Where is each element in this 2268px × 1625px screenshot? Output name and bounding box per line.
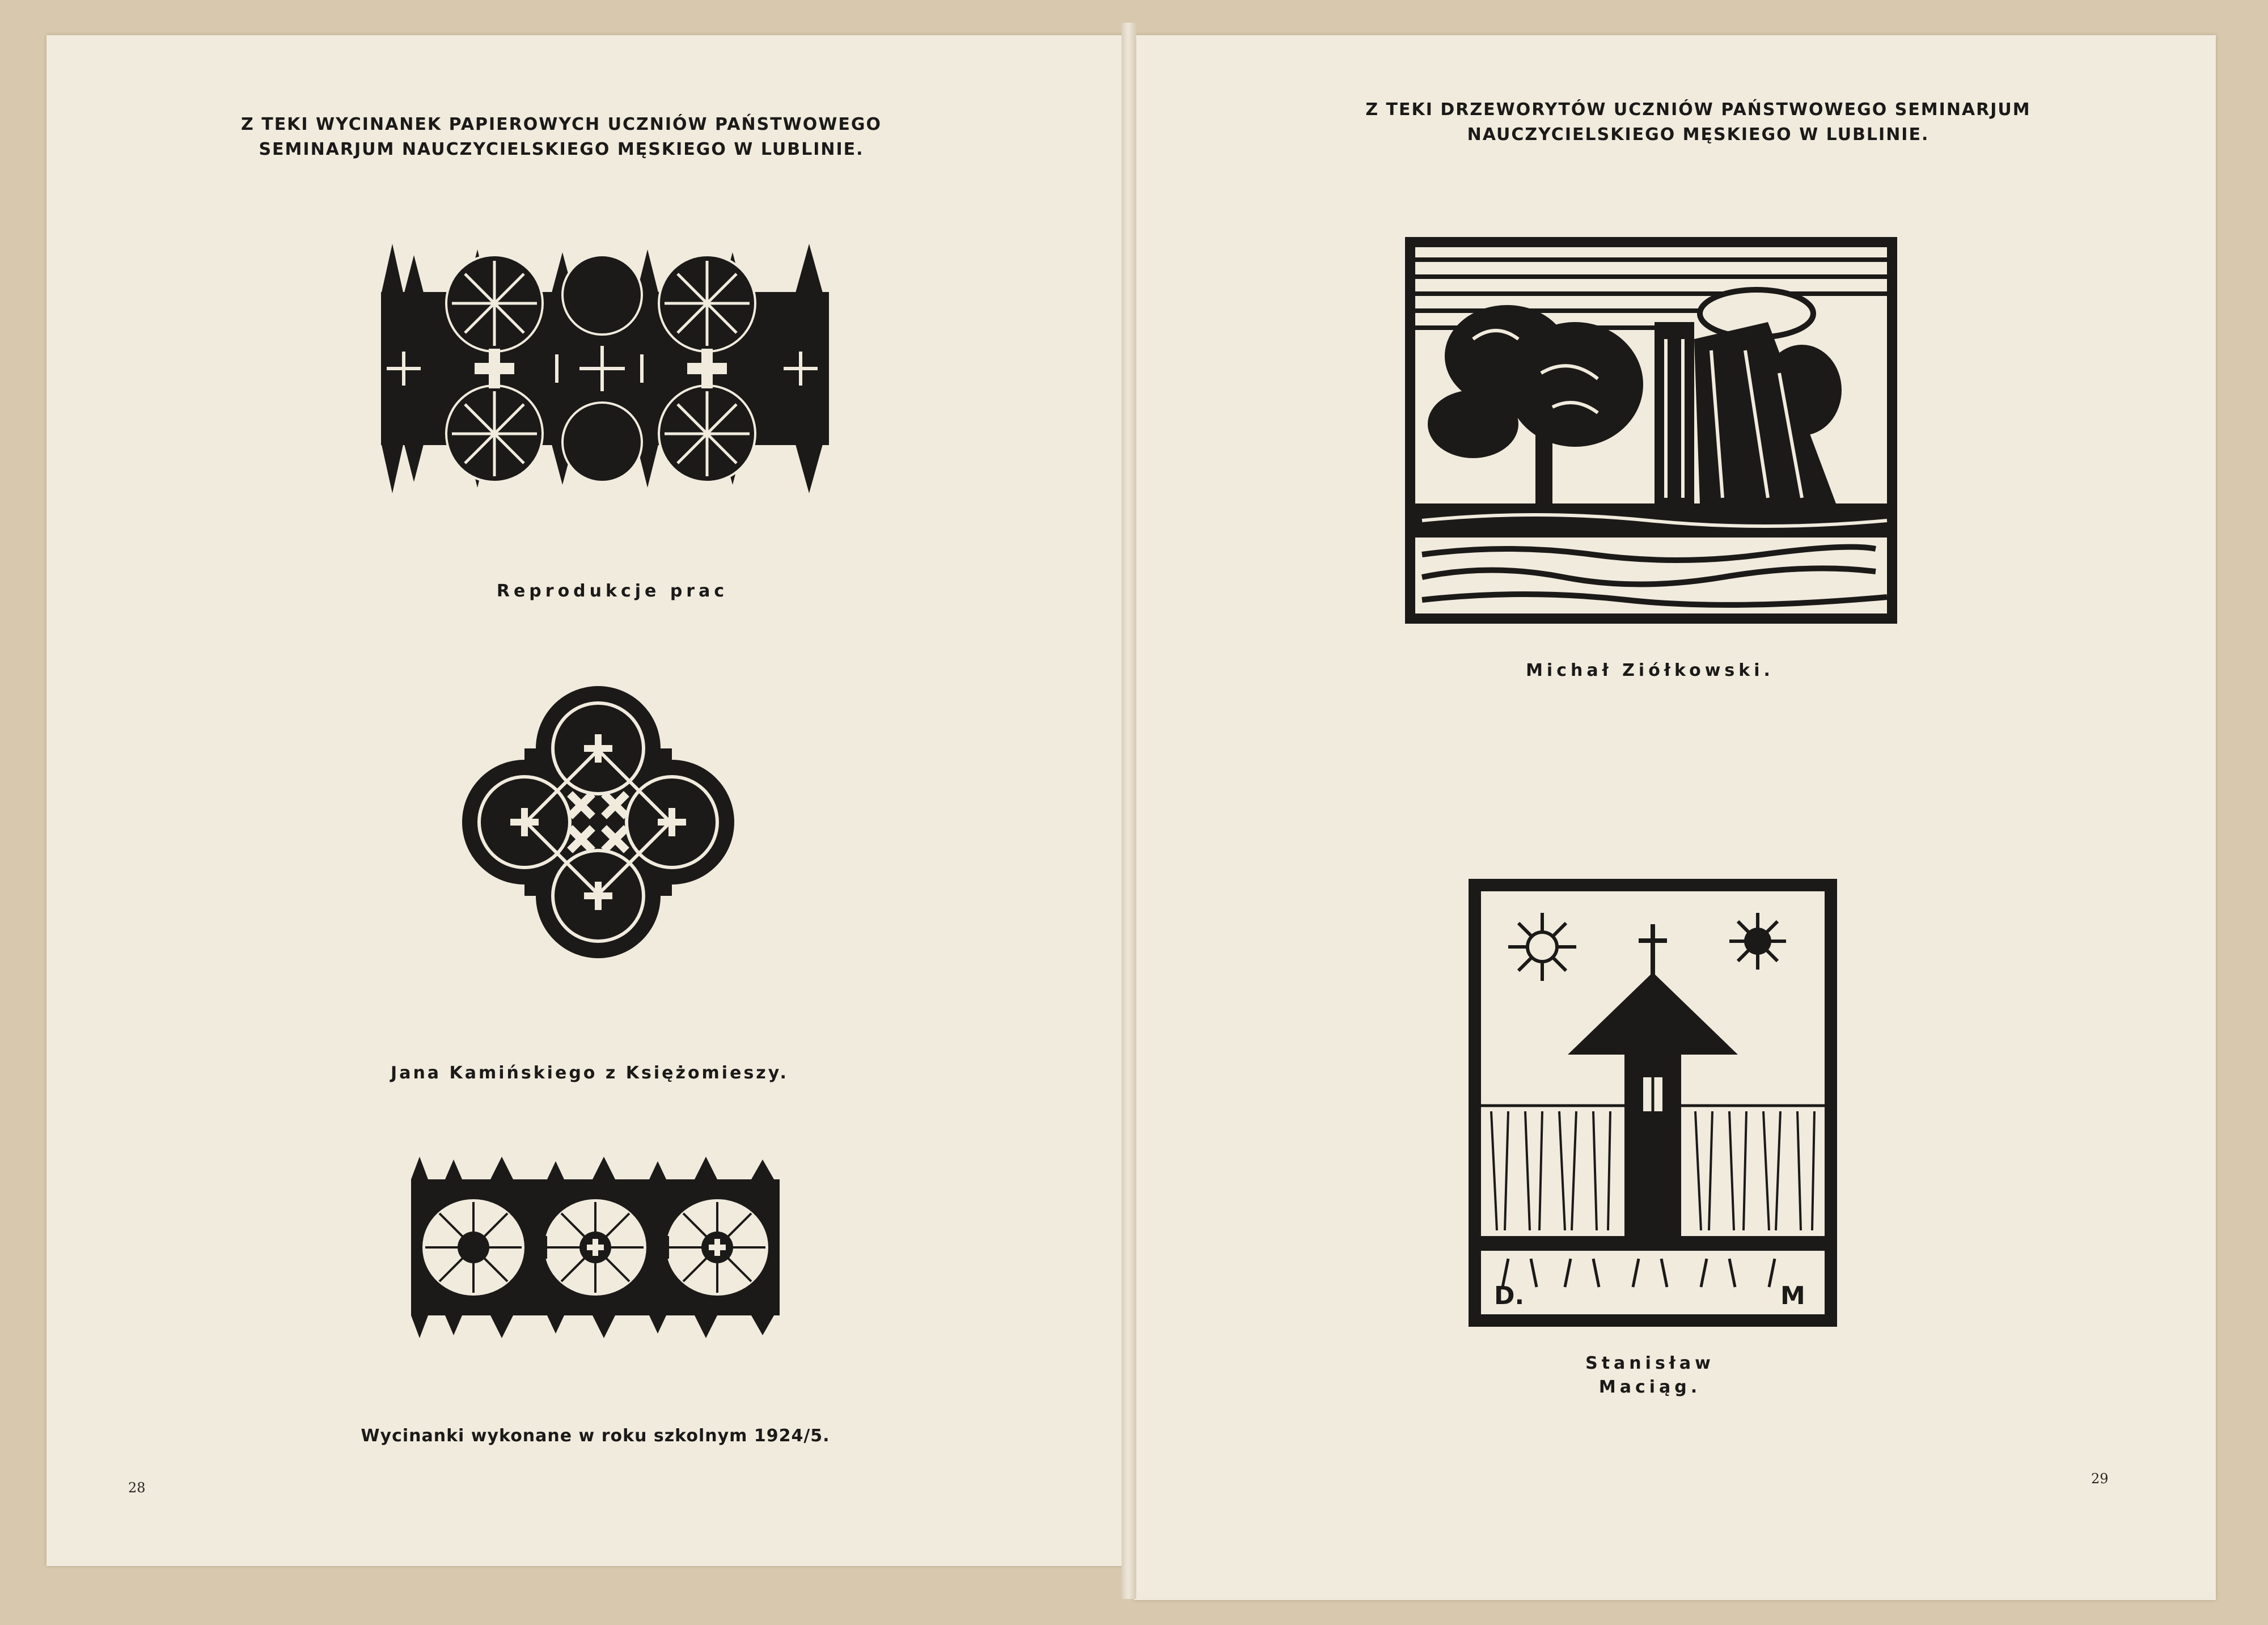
right-page-number: 29 <box>2091 1471 2109 1487</box>
left-heading-line-2: SEMINARJUM NAUCZYCIELSKIEGO MĘSKIEGO W LUBLINIE. <box>259 139 864 159</box>
left-page-number: 28 <box>128 1480 146 1496</box>
papercut-band-top <box>381 244 829 493</box>
right-caption-1: Michał Ziółkowski. <box>1526 661 1774 680</box>
right-heading <box>1321 98 2075 147</box>
woodcut-landscape <box>1405 237 1897 624</box>
left-caption-3: Wycinanki wykonane w roku szkolnym 1924/5. <box>361 1426 830 1446</box>
woodcut-chapel <box>1469 879 1837 1327</box>
right-heading-line-1: Z TEKI DRZEWORYTÓW UCZNIÓW PAŃSTWOWEGO SEMINARJUM <box>1365 100 2031 120</box>
papercut-quatrefoil <box>462 686 734 958</box>
left-caption-2: Jana Kamińskiego z Księżomieszy. <box>391 1063 789 1083</box>
book-gutter <box>1122 23 1136 1599</box>
right-caption-2-line-1: Stanisław <box>1585 1353 1715 1373</box>
right-heading-line-2: NAUCZYCIELSKIEGO MĘSKIEGO W LUBLINIE. <box>1467 125 1930 145</box>
woodcut-monogram-left: D. <box>1494 1281 1525 1310</box>
left-heading <box>170 112 953 162</box>
left-caption-1: Reprodukcje prac <box>496 581 729 601</box>
woodcut-monogram-right: M <box>1780 1281 1805 1310</box>
left-heading-line-1: Z TEKI WYCINANEK PAPIEROWYCH UCZNIÓW PAŃSTWOWEGO <box>241 115 882 134</box>
papercut-band-bottom <box>411 1157 780 1338</box>
right-caption-2-line-2: Maciąg. <box>1598 1377 1702 1397</box>
right-caption-2 <box>1497 1352 1803 1399</box>
